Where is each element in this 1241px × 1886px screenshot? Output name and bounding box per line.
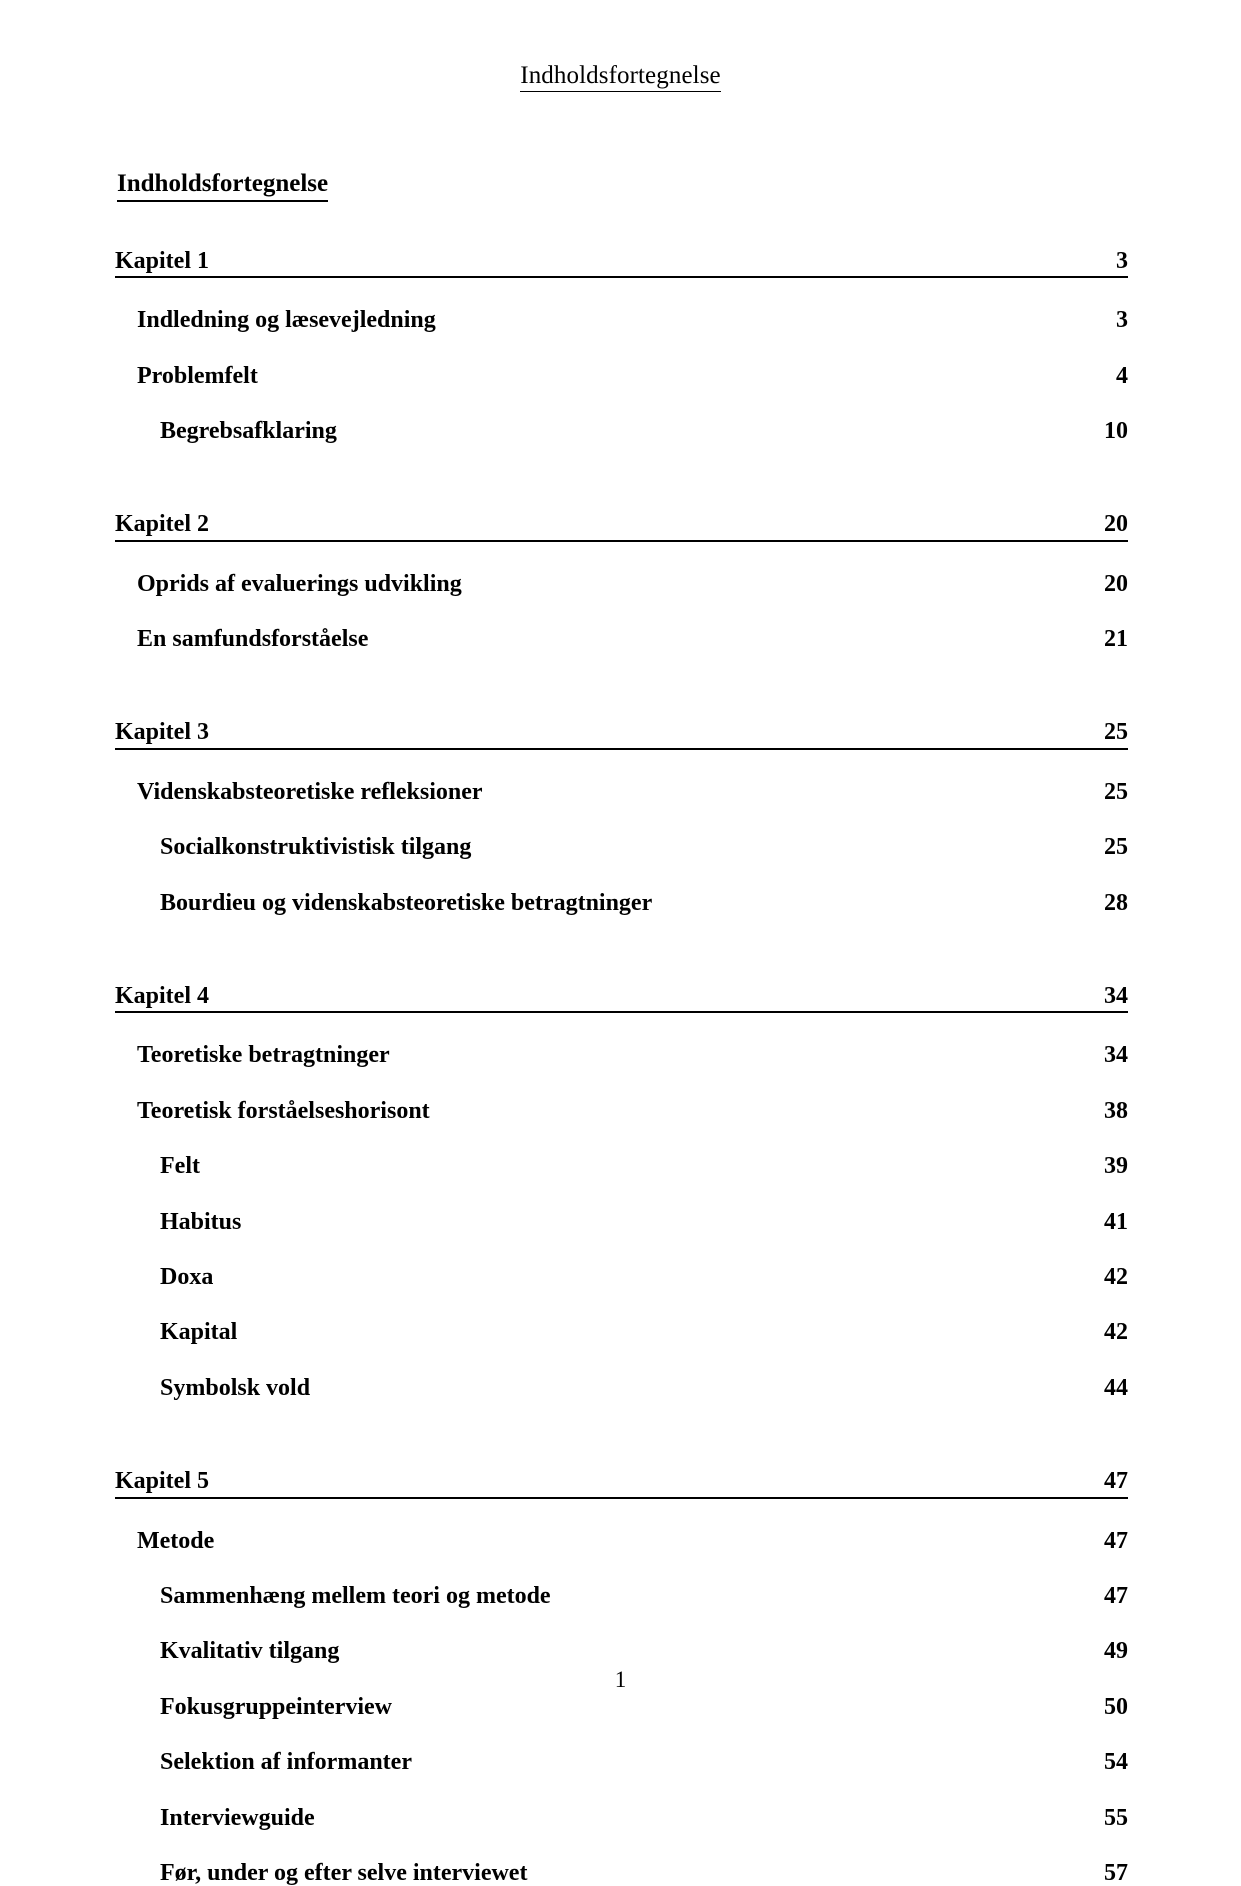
toc-entry-row[interactable] (115, 1098, 1128, 1124)
toc-entry-label: Teoretisk forståelseshorisont (137, 1097, 430, 1124)
toc-entry-row[interactable] (115, 626, 1128, 652)
toc-entry-label: Metode (137, 1527, 215, 1554)
toc-entry-row[interactable] (115, 363, 1128, 389)
toc-entry-row[interactable] (115, 1805, 1128, 1831)
toc-entry-page-number: 42 (1104, 1264, 1128, 1290)
chapter-block (115, 983, 1128, 1401)
toc-entry-label: Indledning og læsevejledning (137, 307, 436, 334)
toc-entry-label: Problemfelt (137, 362, 258, 389)
toc-entry-label: Begrebsafklaring (160, 417, 337, 444)
running-header (0, 62, 1241, 92)
chapter-block (115, 511, 1128, 652)
toc-chapter-row[interactable] (115, 1468, 1128, 1498)
toc-entry-row[interactable] (115, 307, 1128, 333)
toc-entry-page-number: 42 (1104, 1319, 1128, 1346)
toc-entry-label: Kvalitativ tilgang (160, 1638, 340, 1665)
running-header-text: Indholdsfortegnelse (520, 62, 720, 92)
toc-entry-label: Selektion af informanter (160, 1749, 412, 1776)
toc-entry-row[interactable] (115, 1375, 1128, 1401)
toc-entry-row[interactable] (115, 1583, 1128, 1609)
toc-entry-row[interactable] (115, 1209, 1128, 1235)
toc-entry-page-number: 25 (1104, 778, 1128, 805)
toc-entry-page-number: 21 (1104, 626, 1128, 653)
toc-entry-page-number: 10 (1104, 417, 1128, 444)
toc-chapter-row[interactable] (115, 248, 1128, 278)
toc-entry-row[interactable] (115, 1153, 1128, 1179)
toc-entry-page-number: 20 (1104, 570, 1128, 597)
toc-chapter-row[interactable] (115, 719, 1128, 749)
toc-entry-row[interactable] (115, 1264, 1128, 1290)
footer-page-number: 1 (614, 1667, 627, 1692)
toc-entry-label: Doxa (160, 1264, 214, 1290)
toc-chapter-label: Kapitel 5 (115, 1468, 209, 1495)
toc-chapter-page-number: 25 (1104, 719, 1128, 746)
toc-entry-label: Teoretiske betragtninger (137, 1042, 390, 1069)
toc-chapter-page-number: 47 (1104, 1468, 1128, 1495)
toc-entry-label: Bourdieu og videnskabsteoretiske betragtninger (160, 889, 653, 916)
toc-entry-row[interactable] (115, 1694, 1128, 1720)
page-title: Indholdsfortegnelse (117, 170, 328, 202)
toc-entry-label: Kapital (160, 1319, 238, 1346)
toc-entry-page-number: 54 (1104, 1749, 1128, 1776)
toc-chapter-label: Kapitel 1 (115, 247, 209, 274)
chapter-block (115, 719, 1128, 916)
toc-entry-page-number: 49 (1104, 1638, 1128, 1665)
toc-entry-row[interactable] (115, 834, 1128, 860)
toc-entry-label: Oprids af evaluerings udvikling (137, 570, 462, 597)
toc-entry-page-number: 39 (1104, 1153, 1128, 1180)
toc-entry-row[interactable] (115, 1638, 1128, 1664)
toc-entry-page-number: 38 (1104, 1097, 1128, 1124)
toc-entry-label: Symbolsk vold (160, 1374, 311, 1401)
toc-entry-page-number: 44 (1104, 1374, 1128, 1401)
toc-entry-page-number: 47 (1104, 1527, 1128, 1554)
toc-entry-label: Sammenhæng mellem teori og metode (160, 1582, 551, 1609)
toc-entry-page-number: 34 (1104, 1042, 1128, 1069)
toc-entry-page-number: 3 (1116, 307, 1128, 334)
toc-entry-page-number: 57 (1104, 1859, 1128, 1886)
toc-entry-row[interactable] (115, 890, 1128, 916)
toc-chapter-row[interactable] (115, 511, 1128, 541)
toc-entry-row[interactable] (115, 1528, 1128, 1554)
toc-entry-row[interactable] (115, 1042, 1128, 1068)
toc-chapter-page-number: 20 (1104, 511, 1128, 538)
toc-entry-page-number: 47 (1104, 1582, 1128, 1609)
toc-chapter-page-number: 3 (1116, 247, 1128, 274)
toc-entry-label: Fokusgruppeinterview (160, 1693, 393, 1720)
toc-entry-page-number: 50 (1104, 1693, 1128, 1720)
footer (0, 1667, 1241, 1693)
toc-entry-page-number: 4 (1116, 362, 1128, 389)
table-of-contents (115, 248, 1128, 1886)
toc-entry-page-number: 25 (1104, 834, 1128, 861)
toc-chapter-page-number: 34 (1104, 983, 1128, 1010)
toc-entry-row[interactable] (115, 1749, 1128, 1775)
toc-chapter-label: Kapitel 2 (115, 511, 209, 538)
toc-chapter-label: Kapitel 3 (115, 719, 209, 746)
toc-entry-page-number: 41 (1104, 1208, 1128, 1235)
toc-entry-row[interactable] (115, 1860, 1128, 1886)
toc-chapter-label: Kapitel 4 (115, 983, 209, 1010)
toc-entry-label: Felt (160, 1153, 200, 1180)
chapter-block (115, 248, 1128, 445)
toc-entry-row[interactable] (115, 418, 1128, 444)
toc-entry-label: Før, under og efter selve interviewet (160, 1859, 528, 1886)
document-content (115, 170, 1128, 1886)
toc-entry-page-number: 28 (1104, 889, 1128, 916)
toc-entry-label: Socialkonstruktivistisk tilgang (160, 834, 472, 861)
toc-entry-row[interactable] (115, 571, 1128, 597)
toc-entry-label: Interviewguide (160, 1804, 315, 1831)
toc-entry-row[interactable] (115, 1319, 1128, 1345)
toc-entry-label: En samfundsforståelse (137, 626, 369, 653)
toc-entry-label: Videnskabsteoretiske refleksioner (137, 778, 483, 805)
toc-chapter-row[interactable] (115, 983, 1128, 1013)
toc-entry-page-number: 55 (1104, 1804, 1128, 1831)
toc-entry-label: Habitus (160, 1208, 242, 1235)
toc-entry-row[interactable] (115, 779, 1128, 805)
